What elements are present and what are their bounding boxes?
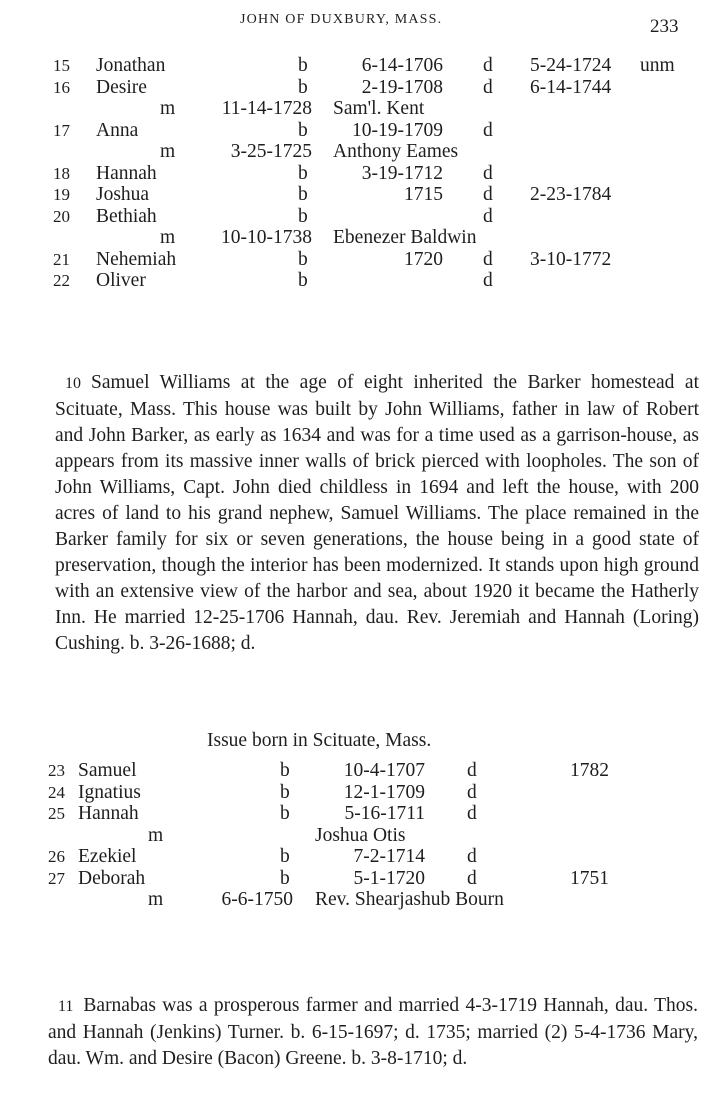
- birth-date: 7-2-1714: [353, 846, 425, 867]
- marriage-row: [0, 227, 720, 249]
- child-number: 26: [48, 847, 65, 866]
- birth-date: 3-19-1712: [361, 162, 443, 184]
- child-name: Jonathan: [96, 55, 166, 76]
- death-date: 1751: [570, 867, 609, 889]
- birth-date: 5-16-1711: [344, 803, 425, 824]
- child-row: [0, 270, 720, 292]
- child-name: Joshua: [96, 184, 150, 205]
- paragraph-text: Samuel Williams at the age of eight inherited the Barker homestead at Scituate, Mass. This house was built by John Williams, father in law of Robert and John Barker, as early as 1634 and was for a time used as a garrison-house, as appears from its massive inner walls of brick pierced with loopholes. The son of John Williams, Capt. John died childless in 1694 and left the house, with 200 acres of land to his grand nephew, Samuel Williams. The place remained in the Barker family for six or seven generations, the house being in a good state of preservation, though the interior has been modernized. It stands upon high ground with an extensive view of the harbor and sea, about 1920 it became the Hatherly Inn. He married 12-25-1706 Hannah, dau. Rev. Jeremiah and Hannah (Loring) Cushing. b. 3-26-1688; d.: [55, 372, 699, 654]
- paragraph-10: [55, 370, 699, 657]
- died-label: d: [483, 55, 493, 76]
- born-label: b: [280, 867, 290, 889]
- marriage-date: 6-6-1750: [221, 889, 293, 910]
- child-number: 27: [48, 868, 65, 888]
- married-label: m: [148, 824, 164, 846]
- birth-date: 10-19-1709: [352, 119, 443, 141]
- died-label: d: [483, 162, 493, 184]
- child-number: 19: [53, 185, 70, 204]
- child-name: Anna: [96, 119, 139, 141]
- child-row: [0, 184, 720, 206]
- child-number: 25: [48, 804, 65, 823]
- died-label: d: [483, 119, 493, 141]
- spouse-name: Ebenezer Baldwin: [333, 227, 477, 248]
- spouse-name: Joshua Otis: [315, 824, 406, 846]
- married-label: m: [160, 98, 176, 119]
- died-label: d: [467, 760, 477, 781]
- died-label: d: [483, 184, 493, 205]
- died-label: d: [483, 76, 493, 98]
- child-row: [0, 249, 720, 271]
- child-row: [0, 55, 720, 77]
- running-title: JOHN OF DUXBURY, MASS.: [240, 12, 443, 27]
- birth-date: 5-1-1720: [353, 867, 425, 889]
- child-row: [0, 803, 720, 825]
- born-label: b: [280, 803, 290, 824]
- child-name: Oliver: [96, 270, 146, 291]
- born-label: b: [298, 162, 308, 184]
- child-number: 15: [53, 56, 70, 75]
- marriage-date: 10-10-1738: [221, 227, 312, 248]
- child-row: [0, 782, 720, 804]
- child-row: [0, 120, 720, 142]
- married-label: m: [148, 889, 164, 910]
- born-label: b: [280, 760, 290, 781]
- child-number: 22: [53, 271, 70, 290]
- paragraph-text: Barnabas was a prosperous farmer and married 4-3-1719 Hannah, dau. Thos. and Hannah (Jenkins) Turner. b. 6-15-1697; d. 1735; married (2) 5-4-1736 Mary, dau. Wm. and Desire (Bacon) Greene. b. 3-8-1710; d.: [48, 995, 698, 1069]
- born-label: b: [298, 184, 308, 205]
- birth-date: 6-14-1706: [361, 55, 443, 76]
- married-label: m: [160, 141, 176, 162]
- birth-date: 10-4-1707: [343, 760, 425, 781]
- born-label: b: [298, 205, 308, 227]
- birth-date: 1720: [404, 248, 443, 270]
- marriage-row: [0, 98, 720, 120]
- died-label: d: [467, 781, 477, 803]
- child-row: [0, 206, 720, 228]
- child-number: 17: [53, 120, 70, 140]
- spouse-name: Rev. Shearjashub Bourn: [315, 889, 504, 910]
- died-label: d: [483, 270, 493, 291]
- child-row: [0, 760, 720, 782]
- child-name: Hannah: [78, 803, 139, 824]
- died-label: d: [467, 867, 477, 889]
- child-number: 24: [48, 782, 65, 802]
- birth-date: 1715: [404, 184, 443, 205]
- child-row: [0, 868, 720, 890]
- child-name: Ignatius: [78, 781, 141, 803]
- death-date: 5-24-1724: [530, 55, 612, 76]
- marriage-date: 11-14-1728: [221, 98, 312, 119]
- married-label: m: [160, 227, 176, 248]
- birth-date: 12-1-1709: [343, 781, 425, 803]
- marriage-row: [0, 825, 720, 847]
- death-date: 2-23-1784: [530, 184, 612, 205]
- child-row: [0, 846, 720, 868]
- born-label: b: [298, 55, 308, 76]
- child-number: 20: [53, 206, 70, 226]
- paragraph-11: [48, 993, 698, 1072]
- child-name: Nehemiah: [96, 248, 177, 270]
- child-number: 23: [48, 761, 65, 780]
- born-label: b: [298, 248, 308, 270]
- child-row: [0, 77, 720, 99]
- spouse-name: Anthony Eames: [333, 141, 459, 162]
- born-label: b: [298, 270, 308, 291]
- death-date: 6-14-1744: [530, 76, 612, 98]
- child-name: Desire: [96, 76, 147, 98]
- birth-date: 2-19-1708: [361, 76, 443, 98]
- child-row: [0, 163, 720, 185]
- child-name: Hannah: [96, 162, 157, 184]
- born-label: b: [298, 119, 308, 141]
- child-number: 21: [53, 249, 70, 269]
- child-number: 18: [53, 163, 70, 183]
- born-label: b: [280, 846, 290, 867]
- page-number: 233: [650, 16, 679, 37]
- child-name: Ezekiel: [78, 846, 137, 867]
- death-date: 1782: [570, 760, 609, 781]
- marriage-row: [0, 889, 720, 911]
- child-name: Bethiah: [96, 205, 157, 227]
- note: unm: [640, 55, 675, 76]
- born-label: b: [298, 76, 308, 98]
- paragraph-number: 11: [58, 998, 74, 1015]
- child-name: Samuel: [78, 760, 137, 781]
- born-label: b: [280, 781, 290, 803]
- paragraph-number: 10: [65, 375, 81, 392]
- child-name: Deborah: [78, 867, 146, 889]
- spouse-name: Sam'l. Kent: [333, 98, 425, 119]
- marriage-date: 3-25-1725: [230, 141, 312, 162]
- died-label: d: [483, 248, 493, 270]
- died-label: d: [467, 803, 477, 824]
- child-number: 16: [53, 77, 70, 97]
- issue-heading: Issue born in Scituate, Mass.: [207, 730, 432, 751]
- marriage-row: [0, 141, 720, 163]
- death-date: 3-10-1772: [530, 248, 612, 270]
- died-label: d: [483, 205, 493, 227]
- died-label: d: [467, 846, 477, 867]
